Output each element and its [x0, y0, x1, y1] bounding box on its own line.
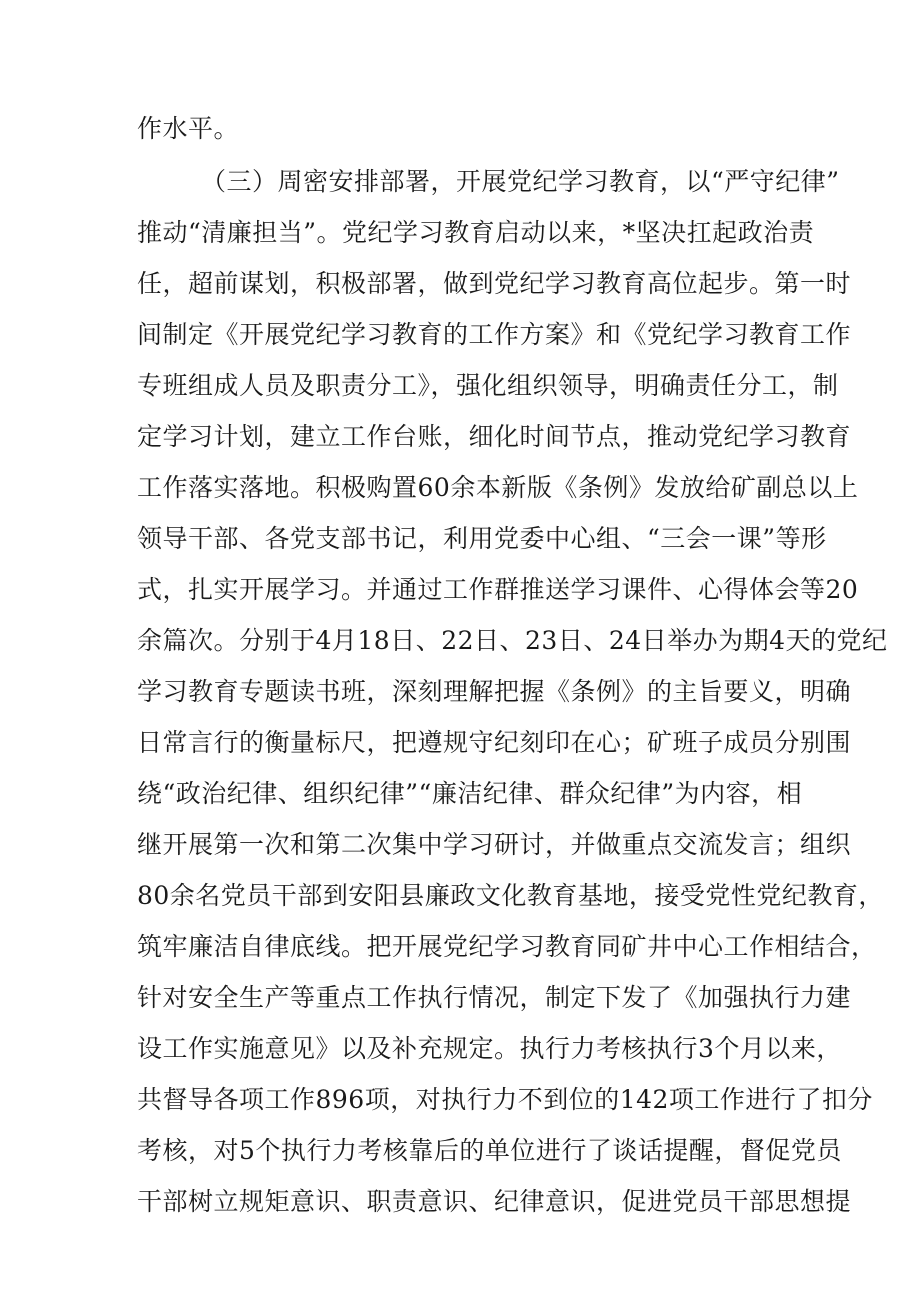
text-line: 绕“政治纪律、组织纪律”“廉洁纪律、群众纪律”为内容，相 — [137, 779, 803, 808]
text-line: 针对安全生产等重点工作执行情况，制定下发了《加强执行力建 — [137, 983, 852, 1012]
text-line: 领导干部、各党支部书记，利用党委中心组、“三会一课”等形 — [137, 524, 827, 553]
text-line: 作水平。 — [137, 114, 240, 143]
text-line: 继开展第一次和第二次集中学习研讨，并做重点交流发言；组织 — [137, 830, 852, 859]
text-line: 间制定《开展党纪学习教育的工作方案》和《党纪学习教育工作 — [137, 320, 852, 349]
text-line: 工作落实落地。积极购置60余本新版《条例》发放给矿副总以上 — [137, 473, 859, 502]
text-line: 筑牢廉洁自律底线。把开展党纪学习教育同矿井中心工作相结合， — [137, 932, 877, 961]
text-line: 定学习计划，建立工作台账，细化时间节点，推动党纪学习教育 — [137, 422, 852, 451]
text-line: 考核，对5个执行力考核靠后的单位进行了谈话提醒，督促党员 — [137, 1136, 842, 1165]
text-line: 共督导各项工作896项，对执行力不到位的142项工作进行了扣分 — [137, 1085, 873, 1114]
text-line: 干部树立规矩意识、职责意识、纪律意识，促进党员干部思想提 — [137, 1187, 852, 1216]
text-line: 任，超前谋划，积极部署，做到党纪学习教育高位起步。第一时 — [137, 269, 852, 298]
text-line: 学习教育专题读书班，深刻理解把握《条例》的主旨要义，明确 — [137, 677, 852, 706]
text-line: 设工作实施意见》以及补充规定。执行力考核执行3个月以来， — [137, 1034, 842, 1063]
text-line: 式，扎实开展学习。并通过工作群推送学习课件、心得体会等20 — [137, 575, 859, 604]
text-line: 推动“清廉担当”。党纪学习教育启动以来，*坚决扛起政治责 — [137, 218, 815, 247]
text-line: 日常言行的衡量标尺，把遵规守纪刻印在心；矿班子成员分别围 — [137, 728, 852, 757]
text-line: 专班组成人员及职责分工》，强化组织领导，明确责任分工，制 — [137, 371, 839, 400]
text-line: 余篇次。分别于4月18日、22日、23日、24日举办为期4天的党纪 — [137, 626, 888, 655]
text-line: 80余名党员干部到安阳县廉政文化教育基地，接受党性党纪教育， — [137, 881, 884, 910]
section-heading-line: （三）周密安排部署，开展党纪学习教育，以“严守纪律” — [201, 167, 840, 196]
